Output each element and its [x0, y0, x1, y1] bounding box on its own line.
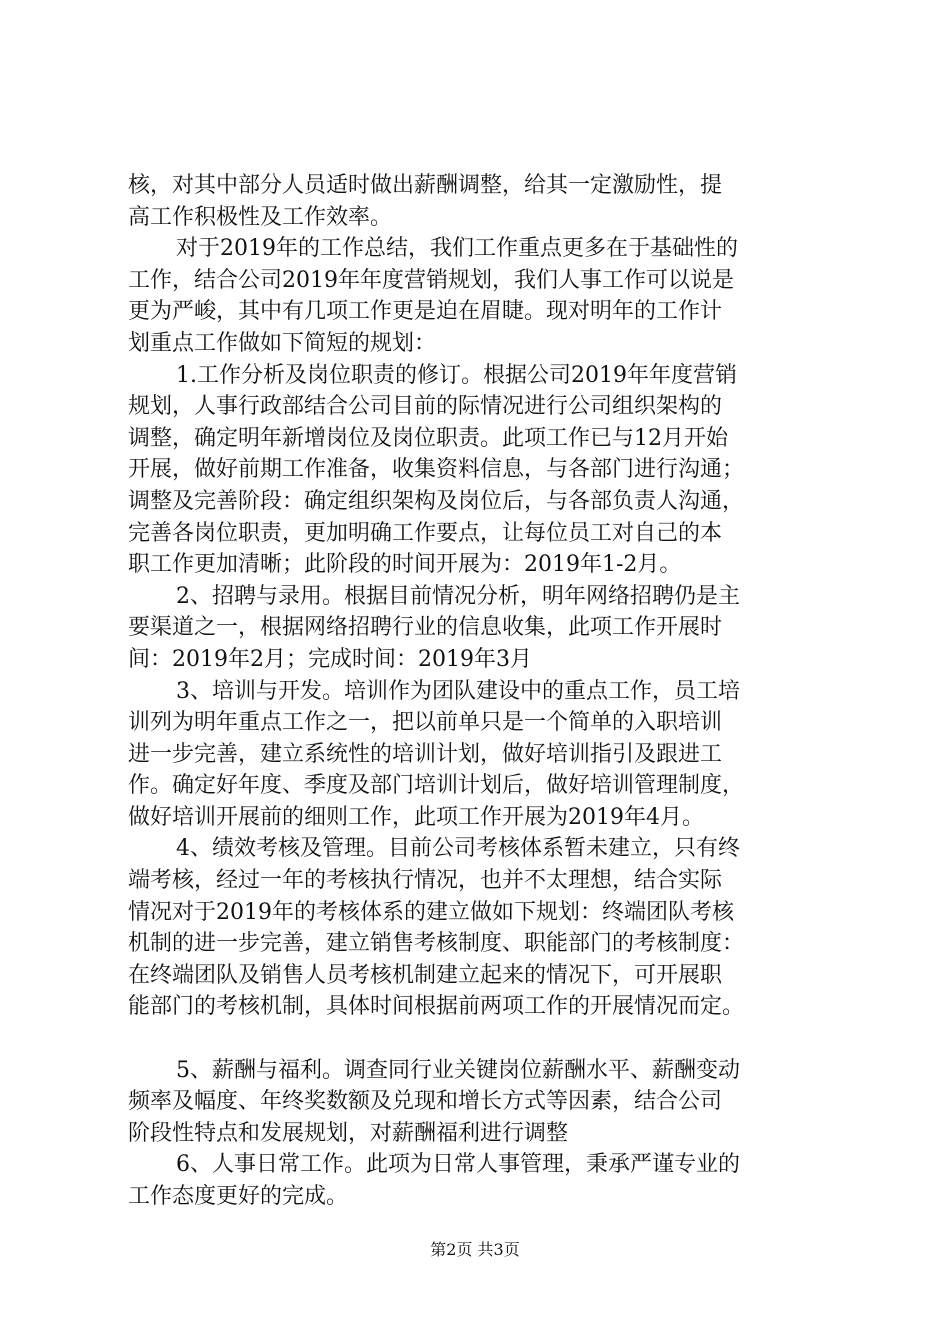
page-footer: 第2页 共3页	[430, 1240, 520, 1259]
paragraph-start-line: 4、绩效考核及管理。目前公司考核体系暂未建立，只有终	[176, 836, 740, 862]
body-line: 能部门的考核机制，具体时间根据前两项工作的开展情况而定。	[128, 994, 745, 1020]
body-line: 更为严峻，其中有几项工作更是迫在眉睫。现对明年的工作计	[128, 299, 723, 325]
body-line: 做好培训开展前的细则工作，此项工作开展为2019年4月。	[128, 804, 704, 830]
paragraph-start-line: 2、招聘与录用。根据目前情况分析，明年网络招聘仍是主	[176, 583, 740, 609]
body-line: 机制的进一步完善，建立销售考核制度、职能部门的考核制度：	[128, 931, 745, 957]
paragraph-start-line: 5、薪酬与福利。调查同行业关键岗位薪酬水平、薪酬变动	[176, 1057, 740, 1083]
document-body	[128, 170, 833, 1213]
body-line: 端考核，经过一年的考核执行情况，也并不太理想，结合实际	[128, 868, 723, 894]
body-line: 频率及幅度、年终奖数额及兑现和增长方式等因素，结合公司	[128, 1089, 723, 1115]
paragraph-start-line: 6、人事日常工作。此项为日常人事管理，秉承严谨专业的	[176, 1152, 740, 1178]
body-line: 工作，结合公司2019年年度营销规划，我们人事工作可以说是	[128, 267, 734, 293]
body-line: 作。确定好年度、季度及部门培训计划后，做好培训管理制度，	[128, 773, 745, 799]
body-line: 阶段性特点和发展规划，对薪酬福利进行调整	[128, 1120, 569, 1146]
body-line: 进一步完善，建立系统性的培训计划，做好培训指引及跟进工	[128, 741, 723, 767]
body-line: 在终端团队及销售人员考核机制建立起来的情况下，可开展职	[128, 962, 723, 988]
paragraph-start-line: 1.工作分析及岗位职责的修订。根据公司2019年年度营销	[176, 362, 737, 388]
body-line: 训列为明年重点工作之一，把以前单只是一个简单的入职培训	[128, 710, 723, 736]
body-line: 调整及完善阶段：确定组织架构及岗位后，与各部负责人沟通，	[128, 488, 745, 514]
body-line: 开展，做好前期工作准备，收集资料信息，与各部门进行沟通；	[128, 457, 745, 483]
body-line: 工作态度更好的完成。	[128, 1184, 349, 1209]
body-line: 核，对其中部分人员适时做出薪酬调整，给其一定激励性，提	[128, 173, 723, 198]
paragraph-start-line: 对于2019年的工作总结，我们工作重点更多在于基础性的	[176, 236, 738, 262]
paragraph-gap	[128, 1023, 833, 1055]
body-line: 调整，确定明年新增岗位及岗位职责。此项工作已与12月开始	[128, 425, 728, 451]
body-line: 划重点工作做如下简短的规划：	[128, 330, 437, 356]
body-line: 情况对于2019年的考核体系的建立做如下规划：终端团队考核	[128, 899, 734, 925]
body-line: 间：2019年2月；完成时间：2019年3月	[128, 646, 532, 672]
body-line: 高工作积极性及工作效率。	[128, 204, 393, 230]
body-line: 要渠道之一，根据网络招聘行业的信息收集，此项工作开展时	[128, 615, 723, 641]
paragraph-start-line: 3、培训与开发。培训作为团队建设中的重点工作，员工培	[176, 678, 740, 704]
body-line: 规划，人事行政部结合公司目前的际情况进行公司组织架构的	[128, 394, 723, 420]
body-line: 完善各岗位职责，更加明确工作要点，让每位员工对自己的本	[128, 520, 723, 546]
body-line: 职工作更加清晰；此阶段的时间开展为：2019年1-2月。	[128, 552, 682, 578]
